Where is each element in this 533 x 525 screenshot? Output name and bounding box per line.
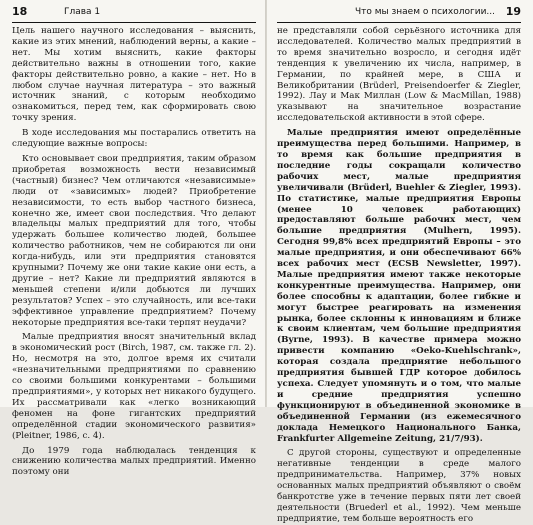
paragraph: В ходе исследования мы постарались ответить на следующие важные вопросы: (12, 128, 256, 150)
left-page-header (12, 4, 256, 23)
left-page-number: 18 (12, 5, 28, 18)
left-running-head: Глава 1 (64, 7, 101, 17)
right-page (267, 0, 533, 524)
right-running-head: Что мы знаем о психологии... (354, 7, 495, 17)
right-page-text (277, 26, 521, 525)
paragraph: Малые предприятия вносят значительный вклад в экономический рост (Birch, 1987, см. также гл. 2). Но, несмотря на это, долгое время их считали «незначительными предприятиями по сравнению со своими большими конкурентами – большими предприятиями», у которых нет никакого будущего. Их рассматривали как «легко возникающий феномен на фоне гигантских предприятий определённой стадии экономического развития» (Pleitner, 1986, c. 4). (12, 332, 256, 441)
paragraph: не представляли собой серьёзного источника для исследователей. Количество малых предприятий в то время значительно возросло, и сегодня идёт тенденция к увеличению их числа, например, в Германии, по крайней мере, в США и Великобритании (Brüderl, Preisendoerfer & Ziegler, 1992). Лау и Мак Миллан (Low & MacMillan, 1988) указывают на значительное возрастание исследовательской активности в этой сфере. (277, 26, 521, 124)
paragraph: Цель нашего научного исследования – выяснить, какие из этих мнений, наблюдений верны, а какие – нет. Мы хотим выяснить, какие факторы действительно важны в отношении того, какие факторы действительно ровно, а какие – нет. Но в любом случае научная литература – это важный источник знаний, с которым необходимо ознакомиться, перед тем, как сформировать свою точку зрения. (12, 26, 256, 124)
paragraph: До 1979 года наблюдалась тенденция к снижению количества малых предприятий. Именно поэтому они (12, 445, 256, 478)
right-page-number: 19 (505, 5, 521, 18)
left-page-text (12, 26, 256, 478)
right-page-header (277, 4, 521, 23)
paragraph: Кто основывает свои предприятия, таким образом приобретая возможность вести независимый (частный) бизнес? Чем отличаются «независимые» люди от «зависимых» людей? Приобретение независимости, то есть выбор частного бизнеса, конечно же, имеет свои последствия. Что делают владельцы малых предприятий для того, чтобы удержать большее количество людей, большее количество работников, чем не собираются ли они когда-нибудь, или эти предприятия становятся крупными? Почему же они такие какие они есть, а другие – нет? Какие ли предприятий являются в меньшей степени и/или добьются ли лучших результатов? Успех – это случайность, или все-таки эффективное управление предприятием? Почему некоторые предприятия все-таки терпят неудачи? (12, 153, 256, 328)
paragraph: С другой стороны, существуют и определенные негативные тенденции в среде малого предпринимательства. Например, 37% новых основанных малых предприятий объявляют о своём банкротстве уже в течение первых пяти лет своей деятельности (Bruederl et al., 1992). Чем меньше предприятие, тем больше вероятность его (277, 448, 521, 524)
paragraph: Малые предприятия имеют определённые преимущества перед большими. Например, в то время как большие предприятия в последние годы сокращали количество рабочих мест, малые предприятия увеличивали (Brüderl, Buehler & Ziegler, 1993). По статистике, малые предприятия Европы (менее 10 человек работающих) предоставляют больше рабочих мест, чем большие предприятия (Mulhern, 1995). Сегодня 99,8% всех предприятий Европы – это малые предприятия, и они обеспечивают 66% всех рабочих мест (ECSB Newsletter, 1997). Малые предприятия имеют также некоторые конкурентные преимущества. Например, они более способны к адаптации, более гибкие и могут быстрее реагировать на изменения рынка, более склонны к инновациям и ближе к своим клиентам, чем большие предприятия (Byrne, 1993). В качестве примера можно привести компанию «Oeko-Kuehlschrank», которая создала предприятие небольшого предприятия бывшей ГДР которое добилось успеха. Следует упомянуть и о том, что малые и средние предприятия успешно функционируют в объединенной экономике в объединенной Германии (из ежемесячного доклада Немецкого Национального Банка, Frankfurter Allgemeine Zeitung, 21/7/93). (277, 128, 521, 444)
left-page (0, 0, 266, 478)
